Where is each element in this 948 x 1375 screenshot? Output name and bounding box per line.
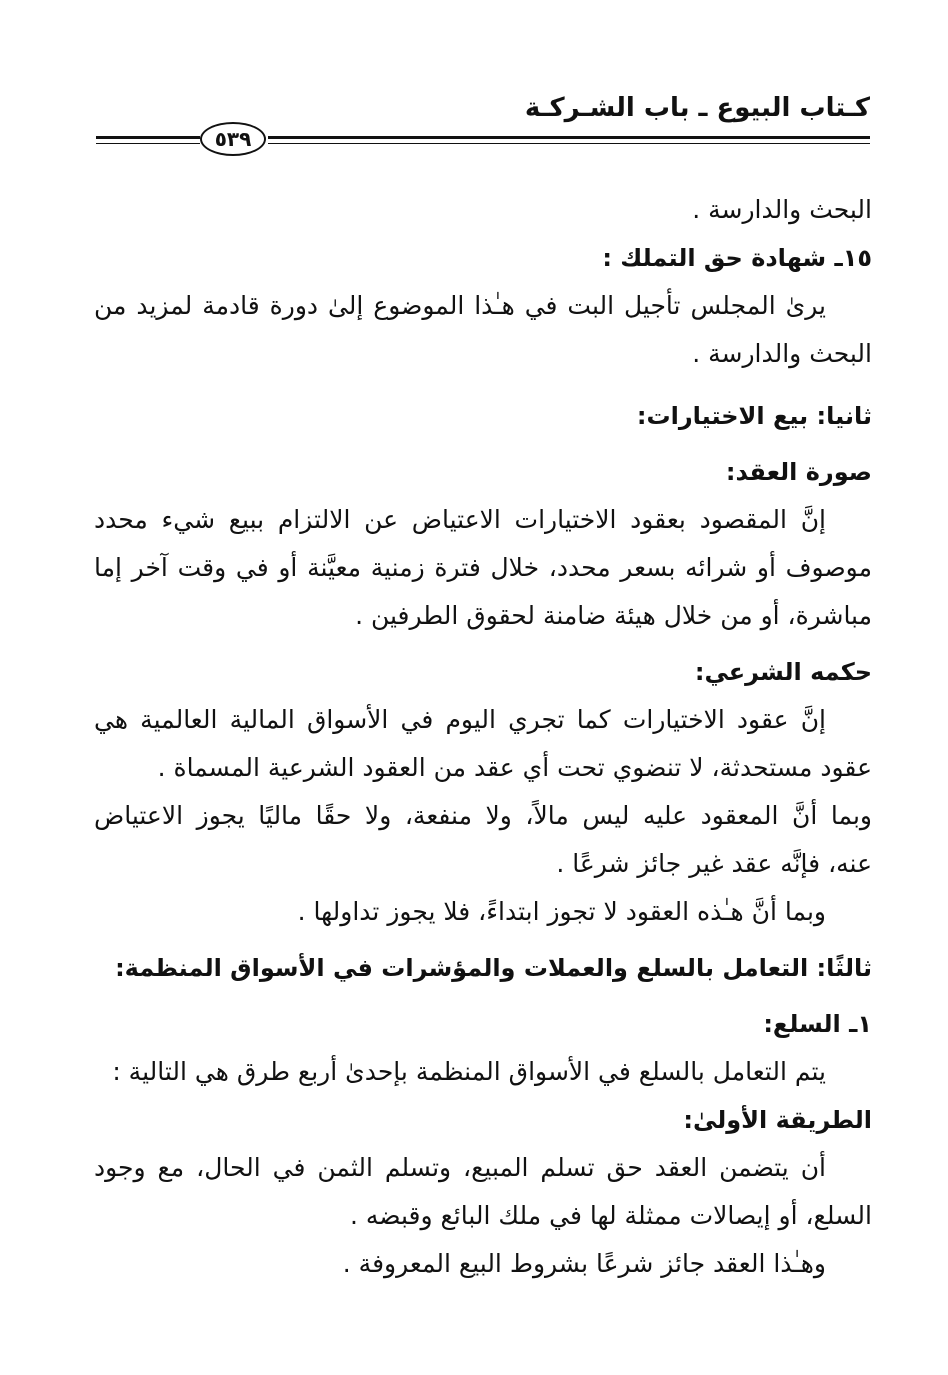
body-line: عنه، فإنَّه عقد غير جائز شرعًا . [556,849,872,878]
body-line: إنَّ المقصود بعقود الاختيارات الاعتياض عن الالتزام ببيع شيء محدد [94,505,826,534]
body-line: يرىٰ المجلس تأجيل البت في هـٰذا الموضوع إلىٰ دورة قادمة لمزيد من [94,291,826,320]
body-line: أن يتضمن العقد حق تسلم المبيع، وتسلم الثمن في الحال، مع وجود [94,1153,826,1182]
section-heading: ١٥ـ شهادة حق التملك : [602,244,872,272]
body-line: إنَّ عقود الاختيارات كما تجري اليوم في الأسواق المالية العالمية هي [94,705,826,734]
body-line: البحث والدارسة . [692,339,872,368]
body-line: وبما أنَّ هـٰذه العقود لا تجوز ابتداءً، فلا يجوز تداولها . [297,897,826,926]
body-line: وهـٰذا العقد جائز شرعًا بشروط البيع المعروفة . [342,1249,826,1278]
body-line: عقود مستحدثة، لا تنضوي تحت أي عقد من العقود الشرعية المسماة . [157,753,872,782]
section-heading: ثالثًا: التعامل بالسلع والعملات والمؤشرات في الأسواق المنظمة: [115,954,872,982]
body-line: السلع، أو إيصالات ممثلة لها في ملك البائع وقبضه . [350,1201,872,1230]
page-number: ٥٣٩ [200,122,266,156]
body-line: يتم التعامل بالسلع في الأسواق المنظمة بإحدىٰ أربع طرق هي التالية : [112,1057,826,1086]
header-rule-left-thin [96,143,200,144]
header-rule-left [96,136,200,139]
body-line: موصوف أو شرائه بسعر محدد، خلال فترة زمنية معيَّنة أو في وقت آخر إما [94,553,872,582]
body-line: وبما أنَّ المعقود عليه ليس مالاً، ولا منفعة، ولا حقًا ماليًا يجوز الاعتياض [94,801,872,830]
sub-heading: صورة العقد: [725,458,872,486]
sub-heading: حكمه الشرعي: [694,658,872,686]
body-line: البحث والدارسة . [692,195,872,224]
sub-heading: الطريقة الأولىٰ: [683,1106,872,1134]
sub-heading: ١ـ السلع: [763,1010,872,1038]
header-rule-right [268,136,870,139]
body-line: مباشرة، أو من خلال هيئة ضامنة لحقوق الطرفين . [355,601,872,630]
running-header-title: كـتاب البيوع ـ باب الشـركـة [524,93,870,123]
section-heading: ثانيا: بيع الاختيارات: [636,402,872,430]
page-body [94,186,872,1288]
header-rule-right-thin [268,143,870,144]
